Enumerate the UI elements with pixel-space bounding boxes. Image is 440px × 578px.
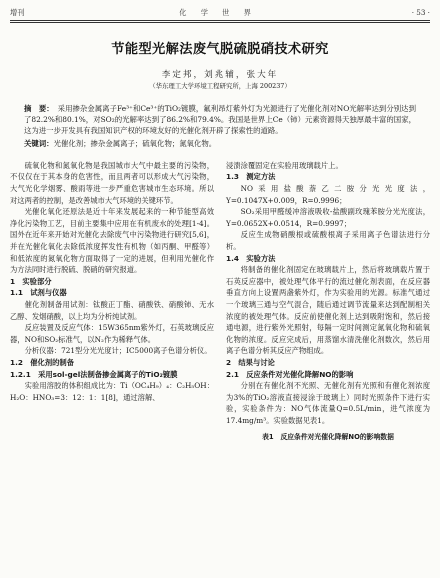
header-journal-name: 化 学 世 界 (179, 8, 257, 17)
keywords-label: 关键词： (24, 138, 54, 148)
section-1-3-no-method: NO采用盐酸萘乙二胺分光光度法，Y=0.1047X+0.009，R=0.9996； (226, 184, 430, 205)
header-rule-thin (10, 22, 430, 23)
running-header (10, 8, 430, 18)
section-1-heading: 1 实验部分 (10, 276, 52, 286)
section-1-1-reagents: 催化剂制备用试剂：钛酸正丁酯、硝酸铁、硝酸铈、无水乙醇、发烟硝酸，以上均为分析纯试剂。 (10, 299, 214, 321)
table-1-caption: 表1 反应条件对光催化降解NO的影响数据 (262, 433, 394, 442)
keywords (24, 138, 416, 149)
article-affiliation: （华东理工大学环境工程研究所，上海 200237） (149, 82, 291, 90)
section-1-1-instruments: 分析仪器：721型分光光度计；IC5000离子色谱分析仪。 (24, 346, 212, 356)
keywords-text: 光催化剂；掺杂金属离子；硫氧化物；氮氧化物。 (53, 138, 217, 148)
header-rule (10, 20, 430, 21)
right-continuation: 浸溃涂覆固定在实验用玻璃载片上。 (226, 160, 343, 170)
section-2-1-heading: 2.1 反应条件对光催化降解NO的影响 (226, 369, 354, 379)
intro-paragraph-1: 硫氧化物和氮氧化物是我国城市大气中最主要的污染物，不仅仅在于其本身的危害性，而且两者可以形成大气污染物，大气光化学烟雾、酸雨等进一步严重危害城市生态环境。所以对这两者的控制，是改善城市大气环境的关键环节。 (10, 160, 214, 205)
section-1-2-1-heading: 1.2.1 采用sol-gel法制备掺金属离子的TiO₂镀膜 (10, 369, 178, 379)
right-column (226, 160, 430, 444)
section-1-1-apparatus: 反应装置及反应气体：15W365nm紫外灯，石英玻璃反应器，NO和SO₂标准气，以N₂作为稀释气体。 (10, 323, 214, 344)
section-1-3-so2-method: SO₂采用甲醛缓冲溶液吸收-盐酸副玫瑰苯胺分光光度法，Y=0.0652X+0.0514，R=0.9997； (226, 207, 430, 228)
section-1-4-heading: 1.4 实验方法 (226, 253, 276, 263)
section-1-1-heading: 1.1 试剂与仪器 (10, 288, 67, 298)
article-authors: 李定邦，刘兆辅，张大年 (161, 70, 279, 80)
section-1-2-1-text: 实验用溶胶的体积组成比为：Ti（OC₄H₉）₄：C₂H₅OH：H₂O：HNO₃=3：12：1：1[8]，通过溶解、 (10, 381, 214, 402)
header-page-number: · 53 · (411, 8, 430, 17)
section-1-2-heading: 1.2 催化剂的制备 (10, 357, 75, 367)
left-column (10, 160, 214, 444)
intro-paragraph-2: 光催化氧化还原法是近十年来发展起来的一种节能型高效净化污染物工艺，目前主要集中应用在有机废水的处理[1-4]。国外在近年来开始对光催化去除废气中污染物进行研究[5,6]，并在光催化氧化去除低浓度挥发性有机物（如丙酮、甲醛等）和低浓度的氮氧化物方面取得了一定的进展，但利用光催化作为方法同时进行脱硫、脱硝的研究报道。 (10, 207, 214, 275)
section-2-heading: 2 结果与讨论 (226, 357, 275, 367)
section-1-3-heading: 1.3 测定方法 (226, 172, 276, 182)
section-1-4-text: 将制备的催化剂固定在玻璃载片上，然后将玻璃载片置于石英反应器中，被处理气体平行的流过催化剂表面，在反应器垂直方向上设置两盏紫外灯，作为实验用的光源。标准气通过一个玻璃三通与空气混合，随后通过调节流量来达到配制相关浓度的被处理气体。反应前使催化剂上达到吸附饱和，然后接通电源，进行紫外光照射，每隔一定时间测定氮氧化物和硫氧化物的浓度。反应完成后，用蒸馏水清洗催化剂数次，然后用离子色谱分析其反应产物组成。 (226, 265, 430, 356)
abstract (24, 103, 416, 137)
header-left: 增刊 (10, 8, 25, 17)
section-2-1-text: 分别在有催化剂不光照、无催化剂有光照和有催化剂浓度为3%的TiO₂溶液直接浸涂于玻璃上）同时光照条件下进行实验，实验条件为：NO气体流量Q=0.5L/min，进气浓度为17.4mg/m³。实验数据见表1。 (226, 381, 430, 425)
section-1-3-product-method: 反应生成物硝酸根或硫酸根离子采用离子色谱法进行分析。 (226, 230, 430, 251)
article-title: 节能型光解法废气脱硫脱硝技术研究 (111, 42, 329, 57)
body-columns (10, 160, 430, 444)
abstract-label: 摘 要： (24, 104, 54, 113)
abstract-text: 采用掺杂金属离子Fe³⁺和Ce³⁺的TiO₂镀膜，氟利昂灯紫外灯为光源进行了光催化剂对NO光解率达到分别达到了82.2%和80.1%，对SO₂的光解率达到了86.2%和79.4%。我国是世界上Ce（铈）元素资源得天独厚最丰富的国家，这为进一步开发具有我国知识产权的环境友好的光催化剂开辟了探索性的道路。 (24, 104, 416, 136)
